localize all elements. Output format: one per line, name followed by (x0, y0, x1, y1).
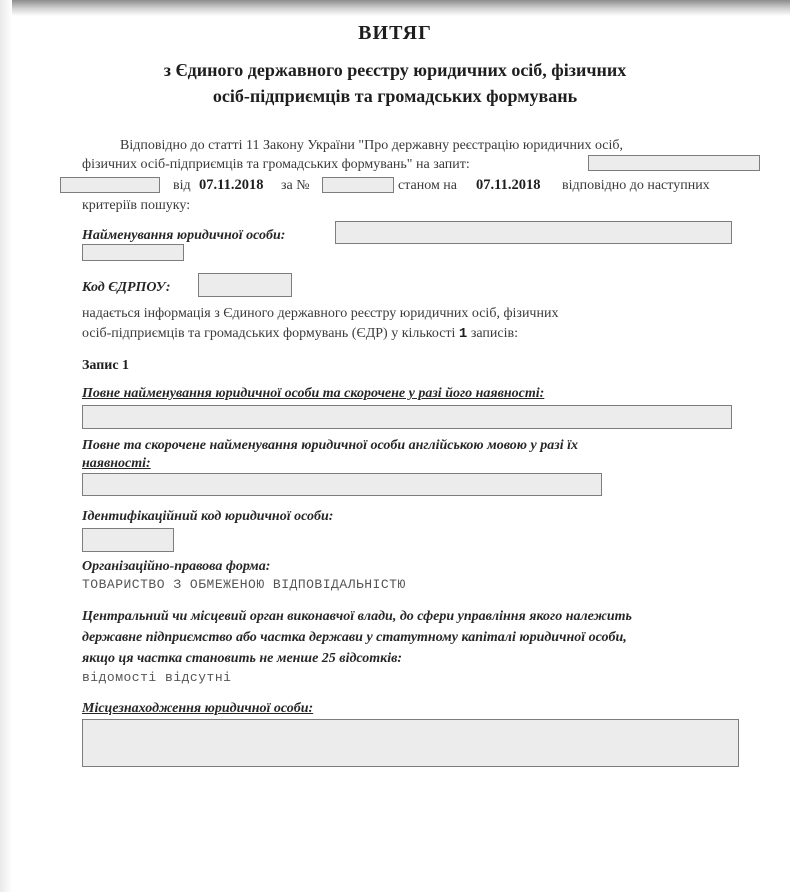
authority-label-line-2: державне підприємство або частка держави у статутному капіталі юридичної особи, (82, 630, 627, 645)
criteria-name-redacted-box (335, 221, 732, 244)
intro-line-4: критеріїв пошуку: (82, 198, 191, 213)
english-name-redacted-box (82, 473, 602, 496)
intro-from-word: від (173, 178, 191, 193)
criteria-name-redacted-box-2 (82, 244, 184, 261)
criteria-code-label: Код ЄДРПОУ: (82, 280, 171, 295)
request-date: 07.11.2018 (199, 177, 264, 193)
full-name-label: Повне найменування юридичної особи та скорочене у разі його наявності: (82, 386, 545, 401)
document-title: ВИТЯГ (358, 22, 432, 44)
id-code-redacted-box (82, 528, 174, 552)
location-label: Місцезнаходження юридичної особи: (82, 701, 314, 716)
intro-number-word: за № (281, 178, 310, 193)
intro-line-2: фізичних осіб-підприємців та громадських формувань" на запит: (82, 157, 470, 172)
record-heading: Запис 1 (82, 358, 130, 373)
english-name-label-line-2: наявності: (82, 456, 151, 471)
intro-line-1: Відповідно до статті 11 Закону України "Про державну реєстрацію юридичних осіб, (120, 138, 624, 153)
legal-form-label: Організаційно-правова форма: (82, 559, 271, 574)
intro-state-word: станом на (398, 178, 458, 193)
authority-value: відомості відсутні (82, 670, 232, 685)
intro-line-3-end: відповідно до наступних (562, 178, 710, 193)
page-left-shadow (0, 0, 12, 892)
location-redacted-box (82, 719, 739, 767)
result-line-1 (82, 306, 737, 322)
result-line-2 (82, 326, 518, 342)
record-count: 1 (458, 326, 468, 342)
subtitle-line-1: з Єдиного державного реєстру юридичних осіб, фізичних (163, 60, 627, 80)
full-name-redacted-box (82, 405, 732, 429)
criteria-code-redacted-box (198, 273, 292, 297)
criteria-name-label: Найменування юридичної особи: (82, 228, 286, 243)
result-line-2-text: осіб-підприємців та громадських формувань (ЄДР) у кількості (82, 326, 456, 341)
page-top-shadow (0, 0, 790, 16)
result-line-1-text: надається інформація з Єдиного державного реєстру юридичних осіб, фізичних (82, 306, 559, 321)
request-redacted-box (588, 155, 760, 171)
result-line-2-end: записів: (470, 326, 518, 341)
subtitle-line-2: осіб-підприємців та громадських формувань (212, 86, 578, 106)
id-code-label: Ідентифікаційний код юридичної особи: (82, 509, 334, 524)
authority-label-line-3: якщо ця частка становить не менше 25 відсотків: (82, 651, 403, 666)
legal-form-value: ТОВАРИСТВО З ОБМЕЖЕНОЮ ВІДПОВІДАЛЬНІСТЮ (82, 577, 406, 592)
english-name-label-line-1: Повне та скорочене найменування юридичної особи англійською мовою у разі їх (82, 438, 578, 453)
state-date: 07.11.2018 (476, 177, 541, 193)
request-number-redacted-box (322, 177, 394, 193)
requester-redacted-box (60, 177, 160, 193)
authority-label-line-1: Центральний чи місцевий орган виконавчої влади, до сфери управління якого належить (82, 609, 632, 624)
